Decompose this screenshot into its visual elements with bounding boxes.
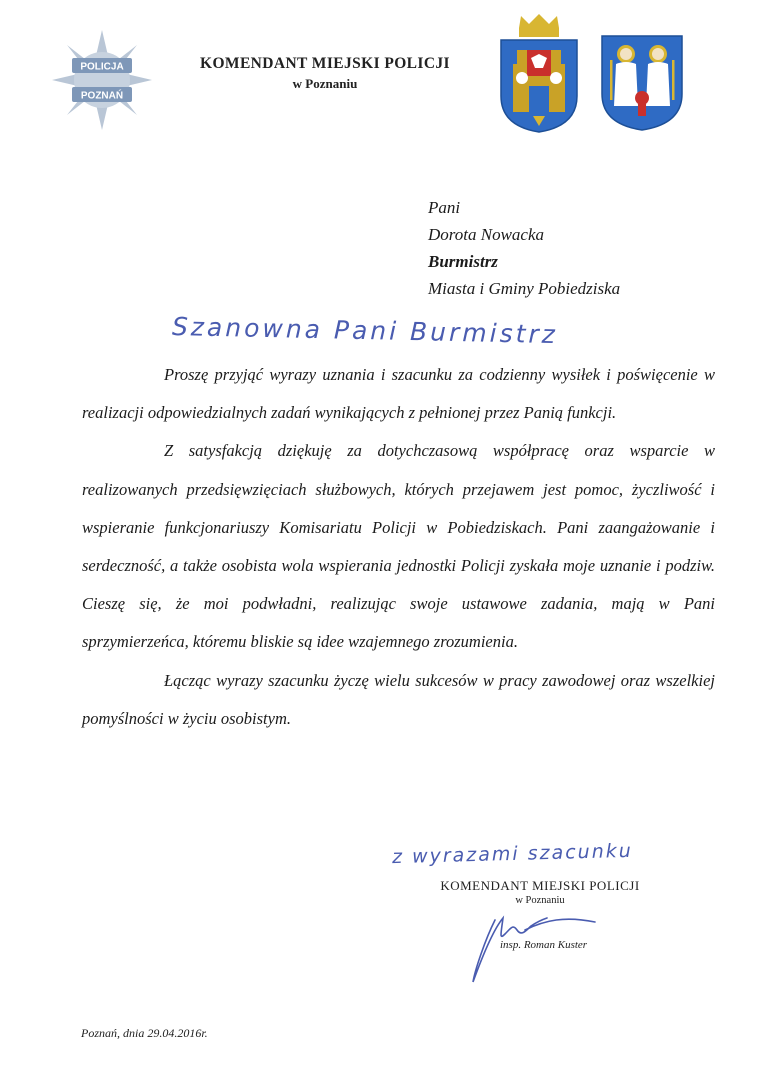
- addressee-title: Burmistrz: [428, 252, 498, 271]
- body-paragraph-2: Z satysfakcją dziękuję za dotychczasową współpracę oraz wsparcie w realizowanych przedsięwzięciach służbowych, których przejawem jest pomoc, życzliwość i wspieranie funkcjonariuszy Komisariatu Policji w Pobiedziskach. Pani zaangażowanie i serdeczność, a także osobista wola wspierania jednostki Policji zyskała moje uznanie i podziw. Cieszę się, że moi podwładni, realizując swoje ustawowe zadania, mają w Pani sprzymierzeńca, któremu bliskie są idee wzajemnego zrozumienia.: [82, 441, 715, 652]
- handwritten-salutation: Szanowna Pani Burmistrz: [171, 312, 559, 350]
- addressee-line1: Pani: [428, 198, 461, 217]
- letter-body: [82, 356, 715, 738]
- body-paragraph-3: Łącząc wyrazy szacunku życzę wielu sukcesów w pracy zawodowej oraz wszelkiej pomyślności w życiu osobistym.: [82, 670, 715, 728]
- signature-stamp-line2: w Poznaniu: [515, 895, 565, 906]
- signature-stamp-line1: KOMENDANT MIEJSKI POLICJI: [440, 878, 640, 893]
- saints-coat-of-arms: [600, 34, 684, 132]
- letterhead-title: [170, 55, 480, 92]
- place-and-date: Poznań, dnia 29.04.2016r.: [81, 1026, 208, 1040]
- handwritten-closing: z wyrazami szacunku: [391, 839, 634, 869]
- signer-name: insp. Roman Kuster: [500, 939, 588, 951]
- letterhead-title-line2: w Poznaniu: [292, 76, 358, 91]
- addressee-block: [428, 194, 620, 302]
- police-badge-logo: [52, 30, 152, 130]
- badge-bottom-text: POZNAŃ: [80, 90, 124, 102]
- letterhead-title-line1: KOMENDANT MIEJSKI POLICJI: [200, 55, 450, 72]
- addressee-office: Miasta i Gminy Pobiedziska: [428, 279, 621, 298]
- city-coat-of-arms: [497, 14, 581, 134]
- body-paragraph-1: Proszę przyjąć wyrazy uznania i szacunku za codzienny wysiłek i poświęcenie w realizacji odpowiedzialnych zadań wynikających z pełnionej przez Panią funkcji.: [82, 365, 715, 423]
- badge-top-text: POLICJA: [80, 61, 124, 73]
- addressee-name: Dorota Nowacka: [428, 225, 545, 244]
